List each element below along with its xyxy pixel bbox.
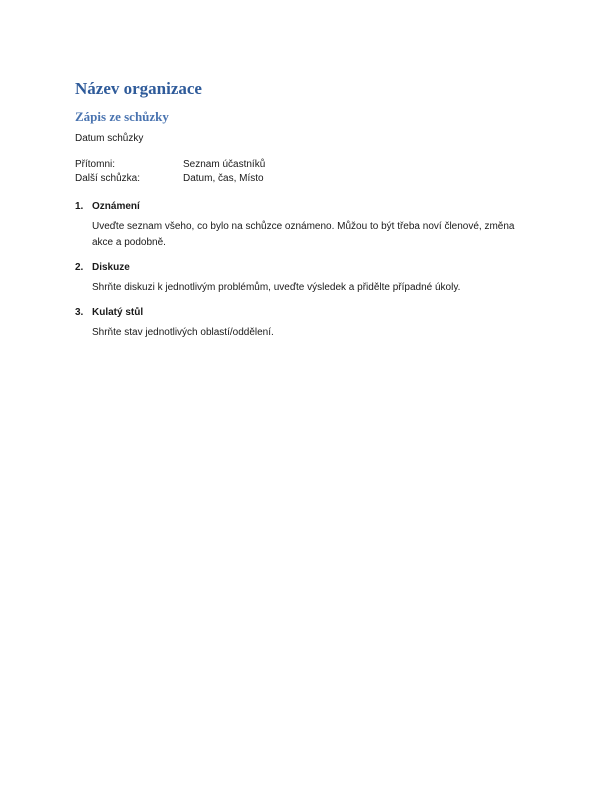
- organization-name: Název organizace: [75, 79, 202, 98]
- agenda-title: Diskuze: [92, 262, 130, 273]
- agenda-heading: [75, 261, 546, 275]
- meeting-info: [75, 158, 546, 186]
- next-meeting-row: [75, 172, 546, 186]
- agenda-number: 1.: [75, 201, 84, 212]
- agenda-item-discussion: [75, 261, 546, 296]
- agenda-title: Kulatý stůl: [92, 307, 144, 318]
- agenda-body: Shrňte diskuzi k jednotlivým problémům, uveďte výsledek a přidělte případné úkoly.: [92, 282, 461, 293]
- attendees-row: [75, 158, 546, 172]
- agenda-number: 2.: [75, 262, 84, 273]
- next-meeting-value: Datum, čas, Místo: [183, 173, 264, 184]
- next-meeting-label: Další schůzka:: [75, 173, 141, 184]
- agenda-item-round-table: [75, 306, 546, 341]
- agenda-number: 3.: [75, 307, 84, 318]
- agenda-heading: [75, 200, 546, 214]
- agenda-body: Shrňte stav jednotlivých oblastí/oddělení.: [92, 327, 274, 338]
- agenda-title: Oznámení: [92, 201, 140, 212]
- meeting-date: Datum schůzky: [75, 133, 144, 144]
- attendees-label: Přítomni:: [75, 159, 116, 170]
- agenda-heading: [75, 306, 546, 320]
- agenda-list: [75, 200, 546, 341]
- minutes-title: Zápis ze schůzky: [75, 109, 169, 124]
- agenda-item-announcements: [75, 200, 546, 251]
- attendees-value: Seznam účastníků: [183, 159, 266, 170]
- agenda-body: Uveďte seznam všeho, co bylo na schůzce oznámeno. Můžou to být třeba noví členové, změna akce a podobně.: [92, 221, 515, 248]
